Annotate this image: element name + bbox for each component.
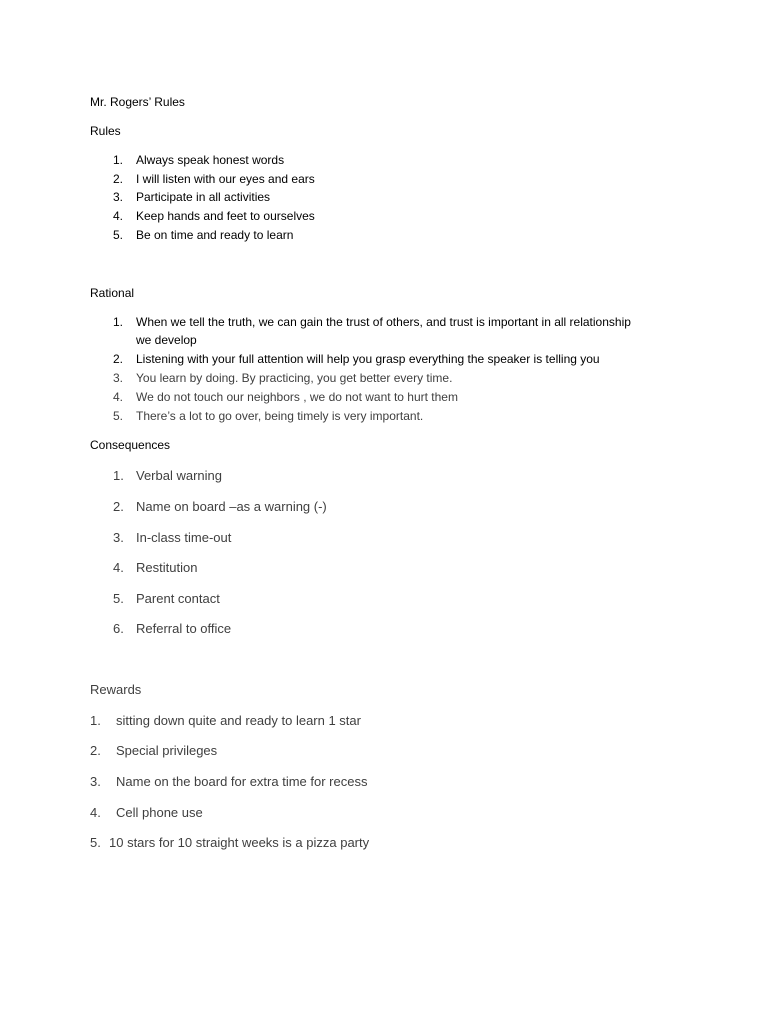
list-number: 5. <box>113 409 124 423</box>
consequences-heading: Consequences <box>90 438 171 452</box>
list-text: Always speak honest words <box>136 153 285 167</box>
list-number: 3. <box>113 190 124 204</box>
list-text: We do not touch our neighbors , we do not want to hurt them <box>136 390 458 404</box>
list-number: 4. <box>113 209 124 223</box>
list-text: There’s a lot to go over, being timely is very important. <box>136 409 424 423</box>
list-number: 2. <box>113 172 124 186</box>
document-title: Mr. Rogers’ Rules <box>90 95 185 109</box>
list-text: Name on board –as a warning (-) <box>136 499 327 514</box>
list-text: Participate in all activities <box>136 190 271 204</box>
list-text: When we tell the truth, we can gain the trust of others, and trust is important in all relationship <box>136 315 631 329</box>
list-number: 5. <box>90 835 101 850</box>
list-text: Keep hands and feet to ourselves <box>136 209 315 223</box>
list-text: Name on the board for extra time for recess <box>116 774 368 789</box>
list-text: Referral to office <box>136 621 232 636</box>
list-number: 5. <box>113 228 124 242</box>
list-text-continuation: we develop <box>136 333 197 347</box>
list-number: 5. <box>113 591 124 606</box>
list-text: I will listen with our eyes and ears <box>136 172 315 186</box>
list-text: Special privileges <box>116 743 218 758</box>
list-number: 3. <box>113 371 124 385</box>
list-number: 4. <box>90 805 101 820</box>
list-number: 4. <box>113 390 124 404</box>
rewards-heading: Rewards <box>90 682 142 697</box>
list-text: sitting down quite and ready to learn 1 star <box>116 713 361 728</box>
list-number: 3. <box>90 774 101 789</box>
list-text: In-class time-out <box>136 530 232 545</box>
list-number: 2. <box>113 499 124 514</box>
list-number: 1. <box>113 468 124 483</box>
list-number: 1. <box>113 153 124 167</box>
list-number: 4. <box>113 560 124 575</box>
list-number: 6. <box>113 621 124 636</box>
list-text: Parent contact <box>136 591 220 606</box>
list-text: Verbal warning <box>136 468 222 483</box>
rules-heading: Rules <box>90 124 121 138</box>
list-text: Be on time and ready to learn <box>136 228 294 242</box>
list-number: 2. <box>90 743 101 758</box>
rational-heading: Rational <box>90 286 135 300</box>
list-number: 2. <box>113 352 124 366</box>
list-text: Cell phone use <box>116 805 203 820</box>
list-text: Restitution <box>136 560 198 575</box>
list-text: You learn by doing. By practicing, you get better every time. <box>136 371 453 385</box>
list-number: 1. <box>113 315 124 329</box>
list-text: Listening with your full attention will help you grasp everything the speaker is telling you <box>136 352 600 366</box>
list-number: 1. <box>90 713 101 728</box>
list-number: 3. <box>113 530 124 545</box>
list-text: 10 stars for 10 straight weeks is a pizza party <box>109 835 370 850</box>
